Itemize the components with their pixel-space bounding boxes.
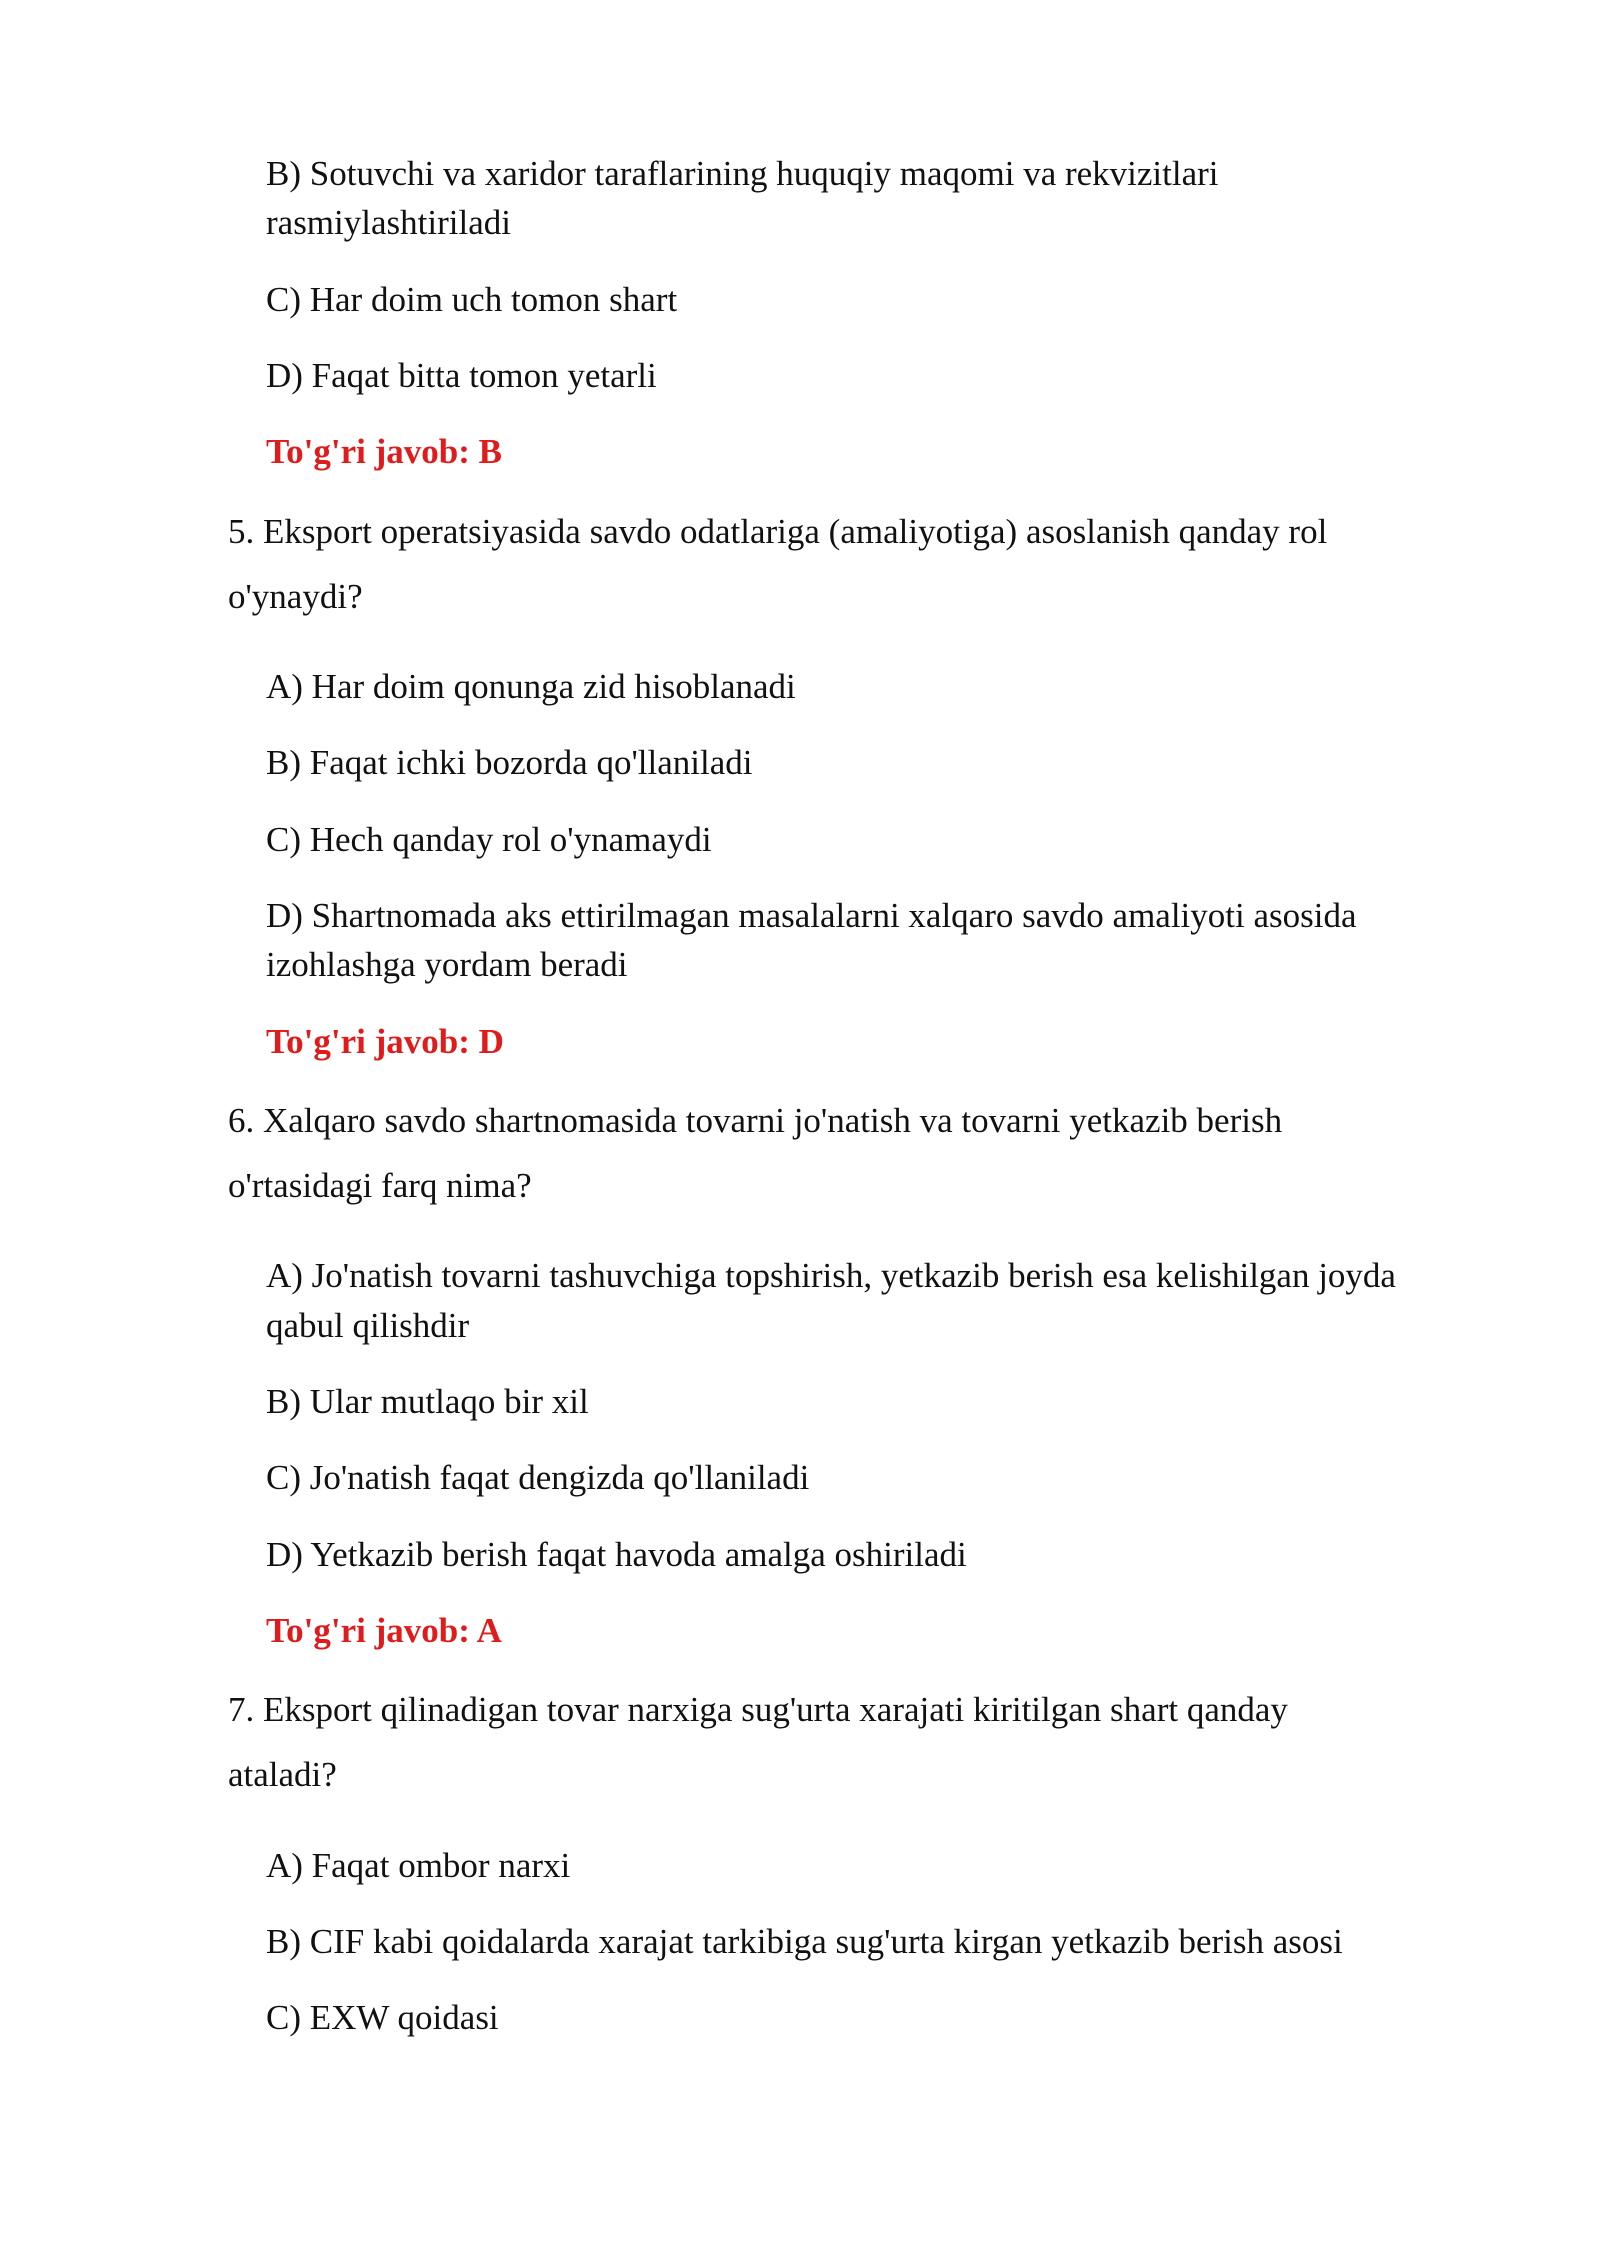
q5-question-line2: o'ynaydi? bbox=[228, 577, 363, 616]
q5-option-a: A) Har doim qonunga zid hisoblanadi bbox=[266, 667, 796, 706]
q4-correct-answer: To'g'ri javob: B bbox=[266, 432, 502, 471]
q6-option-a-line2: qabul qilishdir bbox=[266, 1306, 470, 1345]
q7-question-line2: ataladi? bbox=[228, 1755, 337, 1794]
q5-option-d-line2: izohlashga yordam beradi bbox=[266, 945, 628, 984]
q6-correct-answer: To'g'ri javob: A bbox=[266, 1611, 502, 1650]
q6-option-a-line1: A) Jo'natish tovarni tashuvchiga topshirish, yetkazib berish esa kelishilgan joyda bbox=[266, 1256, 1396, 1295]
q5-correct-answer: To'g'ri javob: D bbox=[266, 1022, 504, 1061]
q5-option-c: C) Hech qanday rol o'ynamaydi bbox=[266, 820, 712, 859]
q5-option-b: B) Faqat ichki bozorda qo'llaniladi bbox=[266, 743, 753, 782]
q6-option-c: C) Jo'natish faqat dengizda qo'llaniladi bbox=[266, 1458, 810, 1497]
q4-option-c: C) Har doim uch tomon shart bbox=[266, 280, 678, 319]
q4-option-b-line2: rasmiylashtiriladi bbox=[266, 203, 511, 242]
q7-option-a: A) Faqat ombor narxi bbox=[266, 1846, 571, 1885]
q4-option-d: D) Faqat bitta tomon yetarli bbox=[266, 356, 657, 395]
q7-question-line1: 7. Eksport qilinadigan tovar narxiga sug'urta xarajati kiritilgan shart qanday bbox=[228, 1690, 1288, 1729]
q4-option-b-line1: B) Sotuvchi va xaridor taraflarining huquqiy maqomi va rekvizitlari bbox=[266, 154, 1219, 193]
q5-question-line1: 5. Eksport operatsiyasida savdo odatlariga (amaliyotiga) asoslanish qanday rol bbox=[228, 512, 1328, 551]
q6-question-line1: 6. Xalqaro savdo shartnomasida tovarni jo'natish va tovarni yetkazib berish bbox=[228, 1101, 1283, 1140]
q6-option-b: B) Ular mutlaqo bir xil bbox=[266, 1382, 589, 1421]
q6-question-line2: o'rtasidagi farq nima? bbox=[228, 1166, 532, 1205]
q6-option-d: D) Yetkazib berish faqat havoda amalga oshiriladi bbox=[266, 1535, 967, 1574]
q7-option-b: B) CIF kabi qoidalarda xarajat tarkibiga sug'urta kirgan yetkazib berish asosi bbox=[266, 1922, 1343, 1961]
q5-option-d-line1: D) Shartnomada aks ettirilmagan masalalarni xalqaro savdo amaliyoti asosida bbox=[266, 896, 1357, 935]
q7-option-c: C) EXW qoidasi bbox=[266, 1998, 499, 2037]
